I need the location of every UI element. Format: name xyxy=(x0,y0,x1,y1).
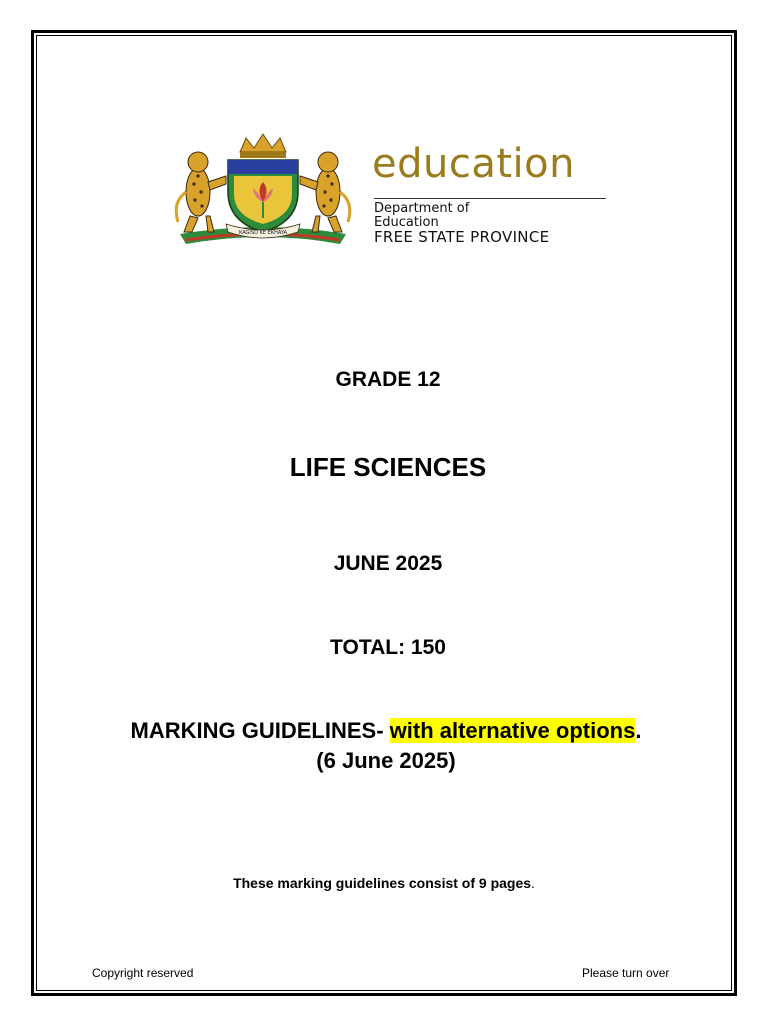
grade-heading: GRADE 12 xyxy=(335,368,441,391)
brand-divider xyxy=(374,198,606,199)
guidelines-suffix: . xyxy=(635,718,642,743)
subject-title: LIFE SCIENCES xyxy=(289,452,487,482)
department-line-1: Department of xyxy=(374,201,470,216)
total-marks: TOTAL: 150 xyxy=(330,636,446,659)
page-count-note xyxy=(0,875,768,891)
department-line-2: Education xyxy=(374,215,439,230)
turn-over-notice: Please turn over xyxy=(582,966,670,980)
copyright-notice: Copyright reserved xyxy=(92,966,194,980)
guidelines-date: (6 June 2025) xyxy=(316,748,456,773)
province-name: FREE STATE PROVINCE xyxy=(374,228,550,246)
brand-wordmark: education xyxy=(372,141,575,187)
page-count-text: These marking guidelines consist of 9 pages xyxy=(233,875,532,891)
guidelines-prefix: MARKING GUIDELINES- xyxy=(130,718,390,743)
page-count-period: . xyxy=(531,875,535,891)
department-logo xyxy=(168,132,608,256)
department-name xyxy=(374,202,469,230)
exam-date: JUNE 2025 xyxy=(333,552,443,575)
motto-text: KAGISO KE EKHAYA xyxy=(239,230,287,236)
coat-of-arms-icon xyxy=(168,132,358,256)
marking-guidelines-title xyxy=(2,718,768,744)
guidelines-highlight: with alternative options xyxy=(389,718,636,743)
